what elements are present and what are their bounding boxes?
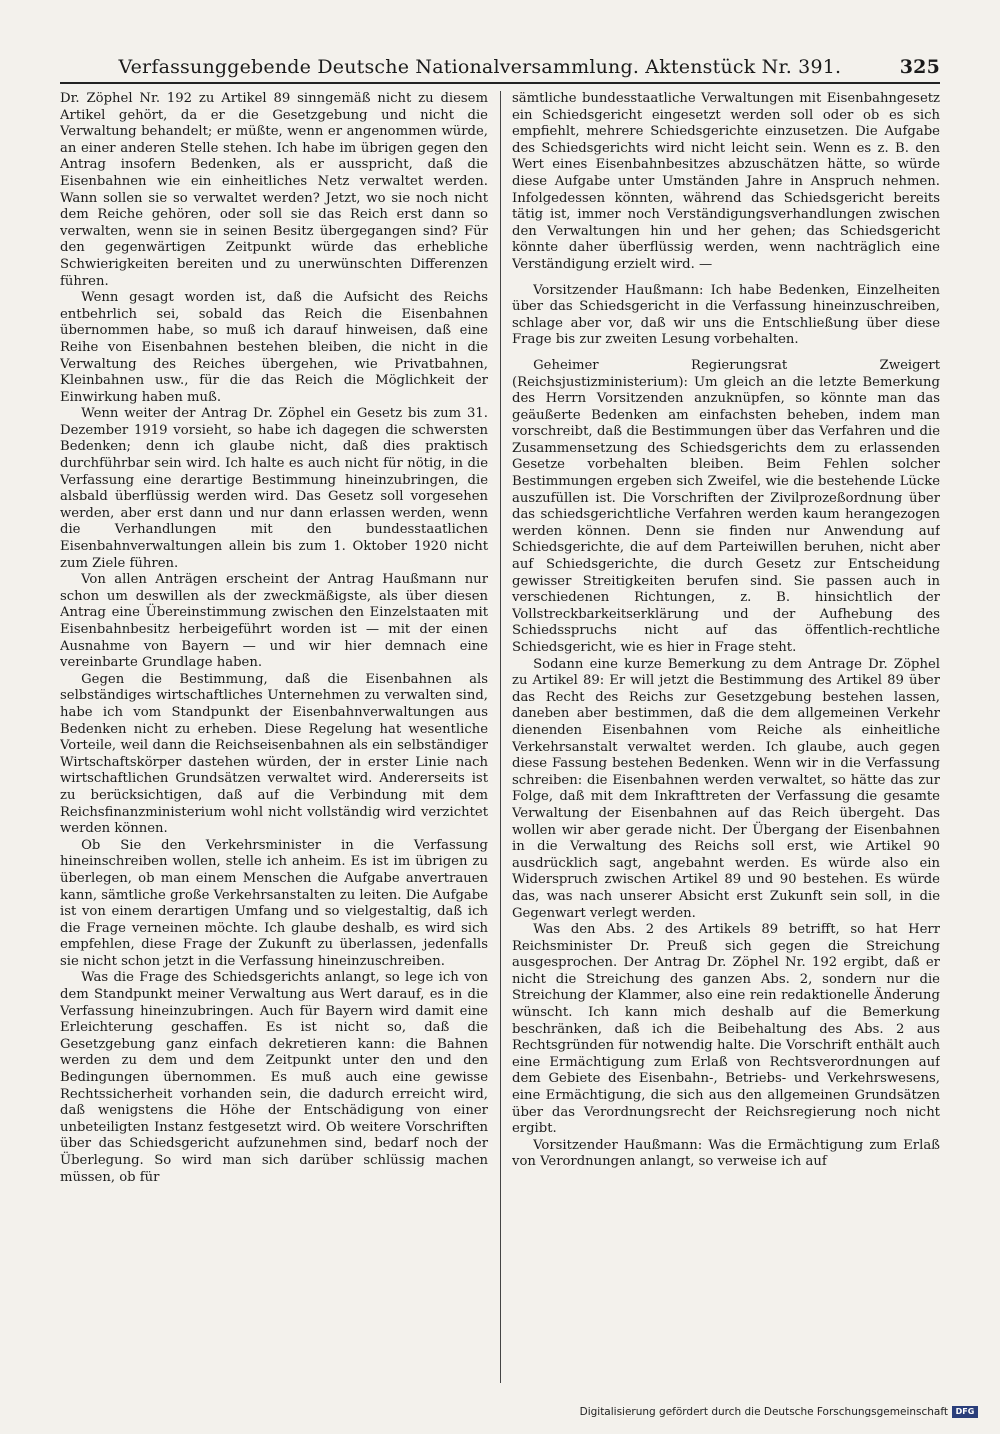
header-title: Verfassunggebende Deutsche Nationalversammlung. Aktenstück Nr. 391. bbox=[118, 56, 842, 78]
paragraph: Vorsitzender Haußmann: Ich habe Bedenken, Einzelheiten über das Schiedsgericht in die Verfassung hineinzuschreiben, schlage aber vor, daß wir uns die Entschließung über diese Frage bis zur zweiten Lesung vorbehalten. bbox=[512, 282, 940, 348]
left-column bbox=[60, 91, 488, 1381]
paragraph: Von allen Anträgen erscheint der Antrag Haußmann nur schon um deswillen als der zweckmäßigste, als über diesen Antrag eine Übereinstimmung zwischen den Einzelstaaten mit Eisenbahnbesitz herbeigeführt worden ist — mit der einen Ausnahme von Bayern — und wir hier demnach eine vereinbarte Grundlage haben. bbox=[60, 572, 488, 671]
running-header bbox=[60, 38, 940, 78]
paragraph: Sodann eine kurze Bemerkung zu dem Antrage Dr. Zöphel zu Artikel 89: Er will jetzt die Bestimmung des Artikel 89 über das Recht des Reichs zur Gesetzgebung bestehen lassen, daneben aber bestimmen, daß die dem allgemeinen Verkehr dienenden Eisenbahnen vom Reiche als einheitliche Verkehrsanstalt verwaltet werden. Ich glaube, auch gegen diese Fassung bestehen Bedenken. Wenn wir in die Verfassung schreiben: die Eisenbahnen werden verwaltet, so hätte das zur Folge, daß mit dem Inkrafttreten der Verfassung die gesamte Verwaltung der Eisenbahnen auf das Reich übergeht. Das wollen wir aber gerade nicht. Der Übergang der Eisenbahnen in die Verwaltung des Reichs soll erst, wie Artikel 90 ausdrücklich sagt, angebahnt werden. Es würde also ein Widerspruch zwischen Artikel 89 und 90 bestehen. Es würde das, was nach unserer Absicht erst Zukunft sein soll, in die Gegenwart verlegt werden. bbox=[512, 656, 940, 921]
paragraph: Was die Frage des Schiedsgerichts anlangt, so lege ich von dem Standpunkt meiner Verwaltung aus Wert darauf, es in die Verfassung hineinzubringen. Auch für Bayern wird damit eine Erleichterung geschaffen. Es ist nicht so, daß die Gesetzgebung ganz einfach dekretieren kann: die Bahnen werden zu dem und dem Zeitpunkt unter den und den Bedingungen übernommen. Es muß auch eine gewisse Rechtssicherheit vorhanden sein, die dadurch erreicht wird, daß wenigstens die Höhe der Entschädigung von einer unbeteiligten Instanz festgesetzt wird. Ob weitere Vorschriften über das Schiedsgericht aufzunehmen sind, bedarf noch der Überlegung. So wird man sich darüber schlüssig machen müssen, ob für bbox=[60, 970, 488, 1185]
page-number: 325 bbox=[899, 56, 940, 78]
paragraph: Vorsitzender Haußmann: Was die Ermächtigung zum Erlaß von Verordnungen anlangt, so verweise ich auf bbox=[512, 1137, 940, 1170]
paragraph: sämtliche bundesstaatliche Verwaltungen mit Eisenbahngesetz ein Schiedsgericht eingesetzt werden soll oder ob es sich empfiehlt, mehrere Schiedsgerichte einzusetzen. Die Aufgabe des Schiedsgerichts wird nicht leicht sein. Wenn es z. B. den Wert eines Eisenbahnbesitzes abzuschätzen hätte, so würde diese Aufgabe unter Umständen Jahre in Anspruch nehmen. Infolgedessen könnten, während das Schiedsgericht bereits tätig ist, immer noch Verständigungsverhandlungen zwischen den Verwaltungen hin und her gehen; das Schiedsgericht könnte daher überflüssig werden, wenn nachträglich eine Verständigung erzielt wird. — bbox=[512, 91, 940, 272]
paragraph: Wenn gesagt worden ist, daß die Aufsicht des Reichs entbehrlich sei, sobald das Reich die Eisenbahnen übernommen habe, so muß ich darauf hinweisen, daß eine Reihe von Eisenbahnen bestehen bleiben, die nicht in die Verwaltung des Reiches übergehen, wie Privatbahnen, Kleinbahnen usw., für die das Reich die Möglichkeit der Einwirkung haben muß. bbox=[60, 290, 488, 405]
paragraph: Was den Abs. 2 des Artikels 89 betrifft, so hat Herr Reichsminister Dr. Preuß sich gegen die Streichung ausgesprochen. Der Antrag Dr. Zöphel Nr. 192 ergibt, daß er nicht die Streichung des ganzen Abs. 2, sondern nur die Streichung der Klammer, also eine rein redaktionelle Änderung wünscht. Ich kann mich deshalb auf die Bemerkung beschränken, daß ich die Beibehaltung des Abs. 2 aus Rechtsgründen für notwendig halte. Die Vorschrift enthält auch eine Ermächtigung zum Erlaß von Rechtsverordnungen auf dem Gebiete des Eisenbahn-, Betriebs- und Verkehrswesens, eine Ermächtigung, die sich aus den allgemeinen Grundsätzen über das Verordnungsrecht der Reichsregierung noch nicht ergibt. bbox=[512, 922, 940, 1137]
column-divider bbox=[500, 91, 501, 1383]
header-rule bbox=[60, 82, 940, 84]
paragraph: Dr. Zöphel Nr. 192 zu Artikel 89 sinngemäß nicht zu diesem Artikel gehört, da er die Gesetzgebung und nicht die Verwaltung behandelt; er müßte, wenn er angenommen würde, an einer anderen Stelle stehen. Ich habe im übrigen gegen den Antrag insofern Bedenken, als er ausspricht, daß die Eisenbahnen wie ein einheitliches Netz verwaltet werden. Wann sollen sie so verwaltet werden? Jetzt, wo sie noch nicht dem Reiche gehören, oder soll sie das Reich erst dann so verwalten, wenn sie in seinen Besitz übergegangen sind? Für den gegenwärtigen Zeitpunkt würde das erhebliche Schwierigkeiten bereiten und zu unerwünschten Differenzen führen. bbox=[60, 91, 488, 289]
footer bbox=[580, 1403, 978, 1421]
right-column bbox=[512, 91, 940, 1381]
paragraph: Gegen die Bestimmung, daß die Eisenbahnen als selbständiges wirtschaftliches Unternehmen zu verwalten sind, habe ich vom Standpunkt der Eisenbahnverwaltungen aus Bedenken nicht zu erheben. Diese Regelung hat wesentliche Vorteile, weil dann die Reichseisenbahnen als ein selbständiger Wirtschaftskörper dastehen würden, der in erster Linie nach wirtschaftlichen Grundsätzen verwaltet wird. Andererseits ist zu berücksichtigen, daß auf die Verbindung mit dem Reichsfinanzministerium wohl nicht vollständig wird verzichtet werden können. bbox=[60, 671, 488, 837]
footer-credit: Digitalisierung gefördert durch die Deutsche Forschungsgemeinschaft bbox=[579, 1406, 948, 1418]
paragraph: Geheimer Regierungsrat Zweigert (Reichsjustizministerium): Um gleich an die letzte Bemerkung des Herrn Vorsitzenden anzuknüpfen, so könnte man das geäußerte Bedenken am einfachsten beheben, indem man vorschreibt, daß die Bestimmungen über das Verfahren und die Zusammensetzung des Schiedsgerichts dem zu erlassenden Gesetze vorbehalten bleiben. Beim Fehlen solcher Bestimmungen ergeben sich Zweifel, wie die bestehende Lücke auszufüllen ist. Die Vorschriften der Zivilprozeßordnung über das schiedsgerichtliche Verfahren werden kaum herangezogen werden können. Denn sie finden nur Anwendung auf Schiedsgerichte, die auf dem Parteiwillen beruhen, nicht aber auf Schiedsgerichte, die durch Gesetz zur Entscheidung gewisser Streitigkeiten berufen sind. Sie passen auch in verschiedenen Richtungen, z. B. hinsichtlich der Vollstreckbarkeitserklärung und der Aufhebung des Schiedsspruchs nicht auf das öffentlich-rechtliche Schiedsgericht, wie es hier in Frage steht. bbox=[512, 357, 940, 655]
paragraph: Wenn weiter der Antrag Dr. Zöphel ein Gesetz bis zum 31. Dezember 1919 vorsieht, so habe ich dagegen die schwersten Bedenken; denn ich glaube nicht, daß dies praktisch durchführbar sein wird. Ich halte es auch nicht für nötig, in die Verfassung eine derartige Bestimmung hineinzubringen, die alsbald überflüssig werden wird. Das Gesetz soll vorgesehen werden, aber erst dann und nur dann erlassen werden, wenn die Verhandlungen mit den bundesstaatlichen Eisenbahnverwaltungen allein bis zum 1. Oktober 1920 nicht zum Ziele führen. bbox=[60, 406, 488, 571]
dfg-logo-icon: DFG bbox=[952, 1406, 978, 1418]
paragraph: Ob Sie den Verkehrsminister in die Verfassung hineinschreiben wollen, stelle ich anheim. Es ist im übrigen zu überlegen, ob man einem Menschen die Aufgabe anvertrauen kann, sämtliche große Verkehrsanstalten zu leiten. Die Aufgabe ist von einem derartigen Umfang und so vielgestaltig, daß ich die Frage verneinen möchte. Ich glaube deshalb, es wird sich empfehlen, diese Frage der Zukunft zu überlassen, jedenfalls sie nicht schon jetzt in die Verfassung hineinzuschreiben. bbox=[60, 837, 488, 969]
